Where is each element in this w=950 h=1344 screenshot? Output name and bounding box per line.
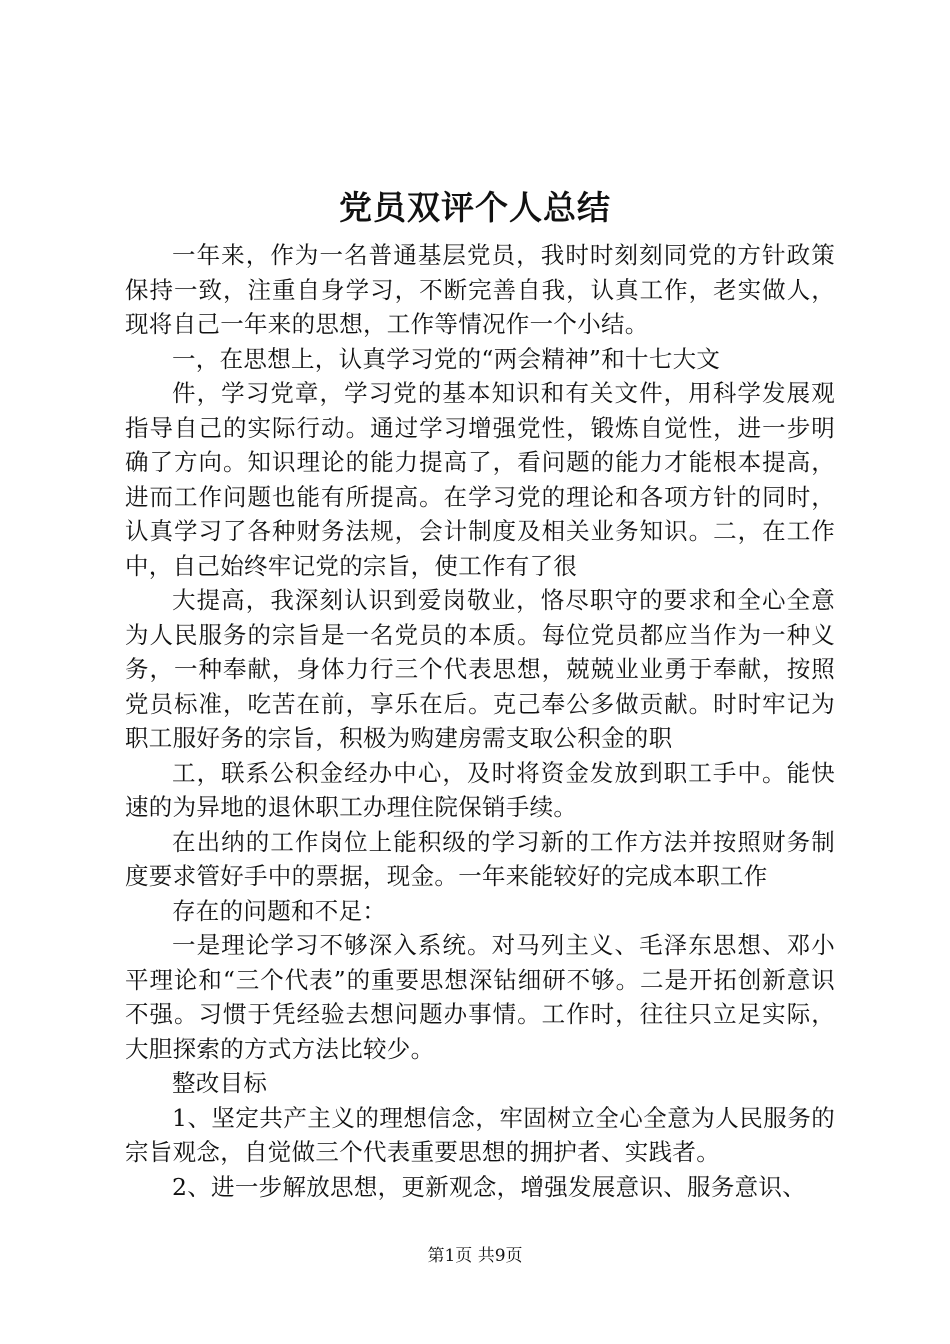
section-heading: 整改目标 (172, 1069, 268, 1097)
paragraph: 工，联系公积金经办中心，及时将资金发放到职工手中。能快速的为异地的退休职工办理住院保销手续。 (125, 758, 835, 821)
section-heading: 存在的问题和不足： (172, 896, 387, 925)
paragraph: 2、进一步解放思想，更新观念，增强发展意识、服务意识、 (172, 1172, 807, 1201)
paragraph: 一是理论学习不够深入系统。对马列主义、毛泽东思想、邓小平理论和“三个代表”的重要思想深钻细研不够。二是开拓创新意识不强。习惯于凭经验去想问题办事情。工作时，往往只立足实际，大胆探索的方式方法比较少。 (125, 931, 835, 1063)
paragraph: 一，在思想上，认真学习党的“两会精神”和十七大文 (172, 344, 721, 373)
paragraph: 件，学习党章，学习党的基本知识和有关文件，用科学发展观指导自己的实际行动。通过学习增强党性，锻炼自觉性，进一步明确了方向。知识理论的能力提高了，看问题的能力才能根本提高，进而工作问题也能有所提高。在学习党的理论和各项方针的同时，认真学习了各种财务法规，会计制度及相关业务知识。二，在工作中，自己始终牢记党的宗旨，使工作有了很 (125, 379, 835, 580)
page-number-footer: 第1页 共9页 (427, 1246, 523, 1266)
paragraph: 一年来，作为一名普通基层党员，我时时刻刻同党的方针政策保持一致，注重自身学习，不断完善自我，认真工作，老实做人，现将自己一年来的思想，工作等情况作一个小结。 (125, 241, 835, 338)
document-body (125, 238, 835, 1204)
paragraph: 1、坚定共产主义的理想信念，牢固树立全心全意为人民服务的宗旨观念，自觉做三个代表重要思想的拥护者、实践者。 (125, 1103, 835, 1166)
paragraph: 在出纳的工作岗位上能积级的学习新的工作方法并按照财务制度要求管好手中的票据，现金。一年来能较好的完成本职工作 (125, 827, 835, 890)
page-title: 党员双评个人总结 (339, 188, 611, 227)
paragraph: 大提高，我深刻认识到爱岗敬业，恪尽职守的要求和全心全意为人民服务的宗旨是一名党员的本质。每位党员都应当作为一种义务，一种奉献，身体力行三个代表思想，兢兢业业勇于奉献，按照党员标准，吃苦在前，享乐在后。克己奉公多做贡献。时时牢记为职工服好务的宗旨，积极为购建房需支取公积金的职 (125, 586, 835, 752)
